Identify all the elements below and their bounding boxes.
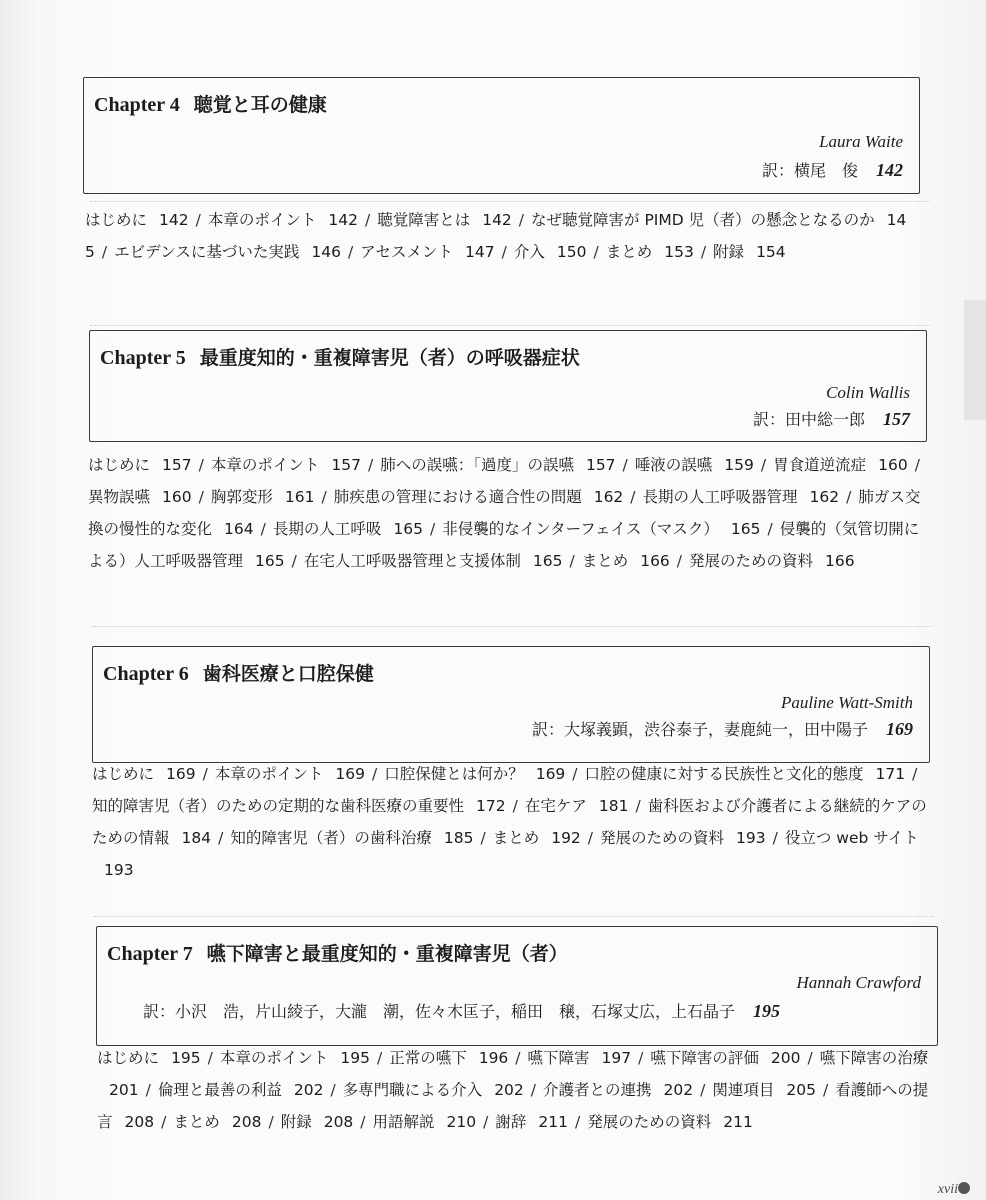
contents-item-label: 発展のための資料 <box>689 552 814 570</box>
contents-separator: / <box>268 1113 274 1131</box>
contents-item-label: なぜ聴覚障害が PIMD 児（者）の懸念となるのか <box>531 211 875 229</box>
contents-item-label: 胸郭変形 <box>210 488 273 506</box>
contents-item-page: 142 <box>159 211 189 229</box>
contents-separator: / <box>518 211 525 229</box>
contents-item-label: 異物誤嚥 <box>88 488 151 506</box>
contents-item-page: 192 <box>551 829 581 847</box>
contents-separator: / <box>364 211 371 229</box>
contents-item-label: 附録 <box>280 1113 312 1131</box>
chapter-6-header-box <box>92 646 930 763</box>
contents-separator: / <box>360 1113 366 1131</box>
chapter-7-header-box <box>96 926 938 1046</box>
contents-item-page: 196 <box>478 1049 509 1067</box>
chapter-title: 歯科医療と口腔保健 <box>202 663 374 685</box>
contents-item-page: 169 <box>166 765 196 783</box>
contents-item <box>635 456 773 474</box>
contents-item <box>114 243 360 261</box>
contents-item-page: 142 <box>482 211 512 229</box>
contents-item <box>158 1081 343 1099</box>
contents-item-label: 看護師への提言 <box>97 1081 929 1131</box>
contents-item-page: 169 <box>535 765 566 783</box>
contents-item-label: 本章のポイント <box>214 765 324 783</box>
contents-item-label: 嚥下障害の治療 <box>819 1049 929 1067</box>
chapter-number: Chapter 7 <box>107 943 193 965</box>
contents-item <box>304 552 582 570</box>
contents-item-label: 長期の人工呼吸器管理 <box>642 488 798 506</box>
contents-item-page: 165 <box>255 552 285 570</box>
contents-item-label: はじめに <box>85 211 148 229</box>
page-edge-shadow <box>964 300 986 420</box>
contents-item-label: 口腔保健とは何か？ <box>384 765 524 783</box>
contents-separator: / <box>260 520 266 538</box>
chapter-start-page: 169 <box>886 719 913 739</box>
chapter-title: 嚥下障害と最重度知的・重複障害児（者） <box>206 943 568 965</box>
chapter-heading <box>107 939 568 966</box>
chapter-4-contents <box>85 204 923 268</box>
contents-item-page: 150 <box>556 243 587 261</box>
contents-separator: / <box>330 1081 336 1099</box>
contents-item-label: 本章のポイント <box>207 211 317 229</box>
separator <box>90 201 930 202</box>
contents-item-page: 197 <box>601 1049 632 1067</box>
contents-item-page: 193 <box>736 829 766 847</box>
contents-item-page: 208 <box>323 1113 354 1131</box>
contents-item <box>273 520 442 538</box>
chapter-number: Chapter 6 <box>103 663 189 685</box>
contents-item-label: 口腔の健康に対する民族性と文化的態度 <box>584 765 864 783</box>
contents-separator: / <box>429 520 436 538</box>
contents-separator: / <box>846 488 852 506</box>
contents-item-page: 162 <box>593 488 624 506</box>
contents-item-label: アセスメント <box>360 243 454 261</box>
contents-item-page: 159 <box>724 456 754 474</box>
contents-item-label: 本章のポイント <box>210 456 320 474</box>
contents-item <box>215 765 384 783</box>
contents-item-label: 役立つ web サイト <box>784 829 919 847</box>
contents-separator: / <box>587 829 594 847</box>
contents-item <box>88 488 211 506</box>
chapter-heading <box>103 659 374 686</box>
contents-item-label: 本章のポイント <box>219 1049 329 1067</box>
chapter-title: 最重度知的・重複障害児（者）の呼吸器症状 <box>199 347 580 369</box>
contents-item <box>373 1113 496 1131</box>
contents-item-label: 在宅人工呼吸器管理と支援体制 <box>303 552 521 570</box>
chapter-author: Laura Waite <box>819 132 903 151</box>
contents-separator: / <box>291 552 297 570</box>
contents-separator: / <box>480 829 486 847</box>
contents-item-page: 165 <box>532 552 563 570</box>
contents-item-page: 166 <box>640 552 670 570</box>
chapter-start-page: 142 <box>876 160 903 180</box>
contents-separator: / <box>483 1113 489 1131</box>
contents-item <box>92 765 215 783</box>
contents-item-label: 多専門職による介入 <box>342 1081 483 1099</box>
contents-item-page: 153 <box>664 243 694 261</box>
chapter-title: 聴覚と耳の健康 <box>193 94 327 116</box>
contents-item <box>92 797 525 815</box>
contents-item-page: 166 <box>825 552 855 570</box>
contents-item-label: 聴覚障害とは <box>377 211 471 229</box>
contents-item-label: 正常の嚥下 <box>389 1049 467 1067</box>
chapter-7-contents <box>97 1042 942 1138</box>
chapter-5-contents <box>88 449 930 577</box>
contents-item-page: 208 <box>231 1113 262 1131</box>
contents-separator: / <box>145 1081 151 1099</box>
contents-item-label: 肺への誤嚥：「過度」の誤嚥 <box>380 456 574 474</box>
contents-item <box>173 1113 280 1131</box>
contents-item-label: まとめ <box>492 829 540 847</box>
chapter-translator-line <box>143 999 921 1022</box>
contents-item-page: 202 <box>663 1081 694 1099</box>
contents-item <box>689 552 855 570</box>
page-marker-dot <box>958 1182 970 1194</box>
contents-item-page: 145 <box>85 211 907 261</box>
chapter-5-header-box <box>89 330 927 442</box>
contents-item <box>343 1081 543 1099</box>
contents-separator: / <box>207 1049 213 1067</box>
contents-item-page: 142 <box>328 211 358 229</box>
contents-item <box>281 1113 373 1131</box>
contents-item <box>606 243 713 261</box>
contents-separator: / <box>676 552 683 570</box>
chapter-author: Hannah Crawford <box>796 973 921 992</box>
contents-item-label: 在宅ケア <box>524 797 587 815</box>
contents-item <box>211 456 380 474</box>
contents-item-label: はじめに <box>97 1049 160 1067</box>
contents-item-page: 147 <box>465 243 495 261</box>
contents-item-label: 介入 <box>513 243 545 261</box>
contents-item-label: 関連項目 <box>712 1081 775 1099</box>
contents-item-label: 非侵襲的なインターフェイス（マスク） <box>442 520 719 538</box>
contents-separator: / <box>512 797 518 815</box>
contents-item-page: 210 <box>446 1113 477 1131</box>
contents-separator: / <box>321 488 327 506</box>
contents-item-label: 歯科医および介護者による継続的ケアのための情報 <box>92 797 927 847</box>
contents-item-label: 発展のための資料 <box>600 829 725 847</box>
chapter-number: Chapter 4 <box>94 94 180 116</box>
contents-item-page: 157 <box>331 456 361 474</box>
separator <box>94 916 934 917</box>
contents-separator: / <box>101 243 108 261</box>
chapter-author: Colin Wallis <box>826 383 910 402</box>
contents-item <box>85 211 208 229</box>
contents-item-page: 172 <box>476 797 506 815</box>
contents-item-label: 介護者との連携 <box>543 1081 652 1099</box>
contents-item-page: 161 <box>284 488 315 506</box>
contents-separator: / <box>700 1081 706 1099</box>
contents-item-label: 嚥下障害 <box>527 1049 590 1067</box>
contents-item-page: 157 <box>585 456 616 474</box>
chapter-heading <box>100 343 580 370</box>
contents-item-label: まとめ <box>581 552 629 570</box>
contents-item <box>650 1049 819 1067</box>
contents-separator: / <box>202 765 208 783</box>
contents-separator: / <box>622 456 628 474</box>
contents-item <box>600 829 785 847</box>
contents-item <box>525 797 648 815</box>
contents-separator: / <box>501 243 507 261</box>
chapter-start-page: 157 <box>883 409 910 429</box>
contents-separator: / <box>347 243 354 261</box>
contents-item-label: 倫理と最善の利益 <box>157 1081 282 1099</box>
contents-separator: / <box>195 211 201 229</box>
contents-separator: / <box>198 456 204 474</box>
contents-separator: / <box>593 243 599 261</box>
contents-item <box>712 1081 835 1099</box>
chapter-number: Chapter 5 <box>100 347 186 369</box>
contents-item-label: 知的障害児（者）のための定期的な歯科医療の重要性 <box>92 797 465 815</box>
contents-item <box>493 829 600 847</box>
contents-item-label: 唾液の誤嚥 <box>634 456 713 474</box>
contents-separator: / <box>822 1081 829 1099</box>
contents-item-page: 169 <box>335 765 365 783</box>
contents-item-page: 202 <box>494 1081 524 1099</box>
contents-item <box>377 211 531 229</box>
contents-item-page: 171 <box>875 765 906 783</box>
contents-item-label: まとめ <box>605 243 653 261</box>
contents-item <box>88 456 211 474</box>
contents-item <box>495 1113 587 1131</box>
contents-separator: / <box>218 829 224 847</box>
contents-item-page: 205 <box>786 1081 816 1099</box>
contents-item <box>97 1049 220 1067</box>
contents-item <box>585 765 925 783</box>
contents-item <box>389 1049 527 1067</box>
contents-item <box>587 1113 753 1131</box>
contents-item-page: 154 <box>756 243 786 261</box>
contents-item <box>773 456 927 474</box>
contents-item <box>334 488 643 506</box>
separator <box>92 626 932 627</box>
contents-item-label: 肺ガス交換の慢性的な変化 <box>88 488 921 538</box>
contents-item-label: 侵襲的（気管切開による）人工呼吸器管理 <box>88 520 920 570</box>
contents-separator: / <box>760 456 767 474</box>
contents-item <box>528 1049 651 1067</box>
contents-item-page: 160 <box>878 456 908 474</box>
page-number: xvii <box>937 1182 958 1197</box>
contents-item-label: まとめ <box>173 1113 220 1131</box>
contents-separator: / <box>530 1081 537 1099</box>
contents-item-label: 用語解説 <box>372 1113 435 1131</box>
contents-separator: / <box>376 1049 383 1067</box>
contents-item-page: 208 <box>124 1113 155 1131</box>
contents-item <box>380 456 635 474</box>
contents-item-label: はじめに <box>88 456 151 474</box>
contents-separator: / <box>912 765 918 783</box>
contents-item <box>360 243 514 261</box>
contents-item <box>384 765 584 783</box>
contents-item-page: 165 <box>393 520 423 538</box>
chapter-translator: 訳：大塚義顕，渋谷泰子，妻鹿純一，田中陽子 <box>531 720 868 739</box>
contents-separator: / <box>700 243 707 261</box>
contents-item-page: 157 <box>162 456 192 474</box>
contents-separator: / <box>371 765 378 783</box>
chapter-translator: 訳：横尾 俊 <box>761 161 858 180</box>
chapter-translator-line <box>532 717 913 740</box>
contents-item-label: 謝辞 <box>495 1113 527 1131</box>
contents-item-label: 嚥下障害の評価 <box>650 1049 759 1067</box>
contents-item-label: 長期の人工呼吸 <box>272 520 382 538</box>
contents-item <box>211 488 334 506</box>
contents-separator: / <box>914 456 920 474</box>
contents-separator: / <box>635 797 641 815</box>
contents-item <box>582 552 689 570</box>
contents-item-page: 181 <box>598 797 629 815</box>
contents-separator: / <box>515 1049 521 1067</box>
contents-item-page: 211 <box>723 1113 753 1131</box>
contents-item <box>208 211 377 229</box>
contents-separator: / <box>630 488 636 506</box>
contents-item-page: 184 <box>181 829 212 847</box>
contents-separator: / <box>161 1113 167 1131</box>
chapter-6-contents <box>92 758 937 886</box>
separator <box>90 325 930 326</box>
contents-separator: / <box>807 1049 813 1067</box>
contents-separator: / <box>198 488 204 506</box>
chapter-heading <box>94 90 327 117</box>
contents-item <box>514 243 606 261</box>
contents-item <box>230 829 492 847</box>
contents-item <box>220 1049 389 1067</box>
contents-separator: / <box>367 456 374 474</box>
contents-item-page: 195 <box>340 1049 370 1067</box>
chapter-translator: 訳：小沢 浩，片山綾子，大瀧 潮，佐々木匡子，稲田 穣，石塚丈広，上石晶子 <box>143 1002 736 1021</box>
contents-separator: / <box>569 552 575 570</box>
chapter-author: Pauline Watt-Smith <box>780 693 913 712</box>
contents-item-label: 発展のための資料 <box>587 1113 712 1131</box>
chapter-translator: 訳：田中総一郎 <box>752 410 865 429</box>
chapter-translator-line <box>753 407 910 430</box>
contents-item-page: 193 <box>104 861 134 879</box>
contents-separator: / <box>767 520 773 538</box>
contents-item <box>713 243 786 261</box>
contents-separator: / <box>772 829 778 847</box>
contents-item-page: 160 <box>162 488 192 506</box>
contents-item-page: 185 <box>443 829 474 847</box>
contents-item-page: 195 <box>171 1049 201 1067</box>
contents-separator: / <box>638 1049 644 1067</box>
contents-item-page: 165 <box>730 520 761 538</box>
contents-item-page: 211 <box>538 1113 568 1131</box>
contents-item-page: 201 <box>109 1081 139 1099</box>
contents-item-label: エビデンスに基づいた実践 <box>114 243 300 261</box>
contents-item-page: 162 <box>809 488 840 506</box>
contents-item <box>643 488 859 506</box>
contents-item-page: 164 <box>224 520 254 538</box>
contents-separator: / <box>574 1113 581 1131</box>
contents-item-page: 202 <box>293 1081 324 1099</box>
contents-item-label: 附録 <box>713 243 745 261</box>
contents-item <box>442 520 780 538</box>
contents-item <box>543 1081 712 1099</box>
chapter-4-header-box <box>83 77 920 194</box>
contents-item-label: 胃食道逆流症 <box>773 456 867 474</box>
chapter-start-page: 195 <box>753 1001 781 1021</box>
contents-item-page: 200 <box>770 1049 801 1067</box>
contents-separator: / <box>572 765 578 783</box>
contents-item-page: 146 <box>311 243 341 261</box>
chapter-translator-line <box>762 158 903 181</box>
contents-item-label: 肺疾患の管理における適合性の問題 <box>333 488 582 506</box>
contents-item-label: 知的障害児（者）の歯科治療 <box>230 829 432 847</box>
contents-item-label: はじめに <box>92 765 155 783</box>
